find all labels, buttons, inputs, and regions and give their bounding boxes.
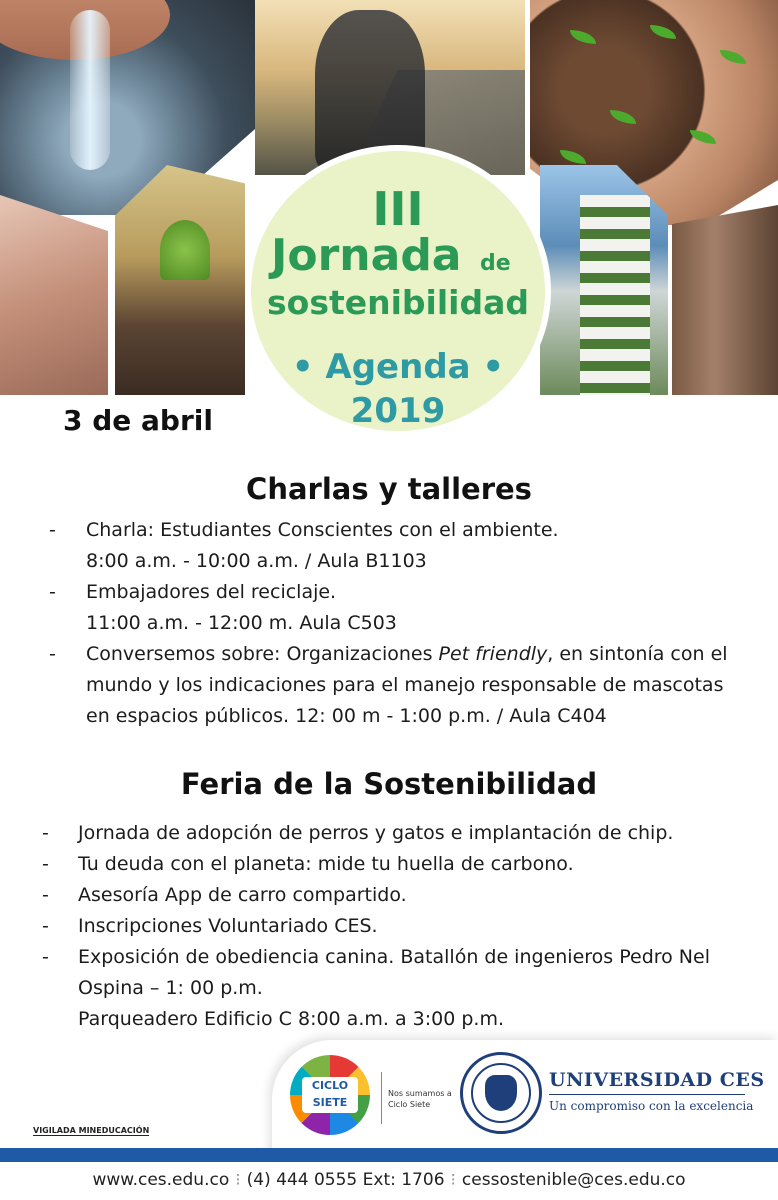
footer-blue-bar xyxy=(0,1148,778,1162)
list-dash: - xyxy=(49,581,56,603)
list-item: - Embajadores del reciclaje. 11:00 a.m. - 12:00 m. Aula C503 xyxy=(86,577,746,639)
list-item: - Inscripciones Voluntariado CES. xyxy=(78,911,758,942)
feria-list xyxy=(42,818,758,1035)
list-item: - Tu deuda con el planeta: mide tu huella de carbono. xyxy=(78,849,758,880)
phone-number: (4) 444 0555 Ext: 1706 xyxy=(246,1170,445,1190)
section-heading-charlas: Charlas y talleres xyxy=(246,472,532,506)
list-dash: - xyxy=(42,946,49,968)
title-circle xyxy=(245,145,551,437)
contact-separator: ⁝ xyxy=(450,1170,456,1190)
pet-friendly-emphasis: Pet friendly xyxy=(438,643,548,665)
list-dash: - xyxy=(42,853,49,875)
list-item: - Charla: Estudiantes Conscientes con el ambiente. 8:00 a.m. - 10:00 a.m. / Aula B1103 xyxy=(86,515,746,577)
agenda-year: 2019 xyxy=(350,391,446,431)
vigilada-mineducacion: VIGILADA MINEDUCACIÓN xyxy=(33,1126,150,1135)
university-name: UNIVERSIDAD CES xyxy=(549,1069,765,1091)
photo-tree-hug xyxy=(672,205,778,395)
title-sostenibilidad: sostenibilidad xyxy=(267,283,529,322)
universidad-ces-seal-icon xyxy=(460,1052,542,1134)
section-heading-feria: Feria de la Sostenibilidad xyxy=(180,767,598,801)
list-item: - Asesoría App de carro compartido. xyxy=(78,880,758,911)
photo-green-building xyxy=(540,165,668,395)
list-dash: - xyxy=(42,915,49,937)
agenda-label: • Agenda • xyxy=(291,347,505,387)
university-tagline: Un compromiso con la excelencia xyxy=(549,1099,754,1113)
photo-hands-together xyxy=(0,195,108,395)
contact-separator: ⁝ xyxy=(235,1170,241,1190)
university-name-underline xyxy=(549,1094,745,1095)
charlas-list xyxy=(49,515,746,732)
website-link[interactable]: www.ces.edu.co xyxy=(92,1170,230,1190)
email-link[interactable]: cessostenible@ces.edu.co xyxy=(461,1170,686,1190)
event-date: 3 de abril xyxy=(63,404,213,437)
nos-sumamos-text: Nos sumamos a Ciclo Siete xyxy=(388,1089,452,1109)
ciclo-siete-logo: CICLO SIETE xyxy=(290,1055,370,1135)
list-dash: - xyxy=(42,822,49,844)
title-roman-numeral: III xyxy=(372,182,424,236)
list-item: - Conversemos sobre: Organizaciones Pet friendly, en sintonía con el mundo y los indicaciones para el manejo responsable de mascotas en espacios públicos. 12: 00 m - 1:00 p.m. / Aula C404 xyxy=(86,639,746,732)
title-de: de xyxy=(480,251,511,276)
logo-divider xyxy=(381,1072,382,1124)
list-dash: - xyxy=(49,643,56,665)
list-item: - Exposición de obediencia canina. Batallón de ingenieros Pedro Nel Ospina – 1: 00 p.m. Parqueadero Edificio C 8:00 a.m. a 3:00 p.m. xyxy=(78,942,758,1035)
list-dash: - xyxy=(49,519,56,541)
title-jornada: Jornada xyxy=(271,230,462,281)
list-dash: - xyxy=(42,884,49,906)
list-item: - Jornada de adopción de perros y gatos e implantación de chip. xyxy=(78,818,758,849)
contact-line xyxy=(0,1170,778,1190)
photo-sprout-soil xyxy=(115,165,245,395)
